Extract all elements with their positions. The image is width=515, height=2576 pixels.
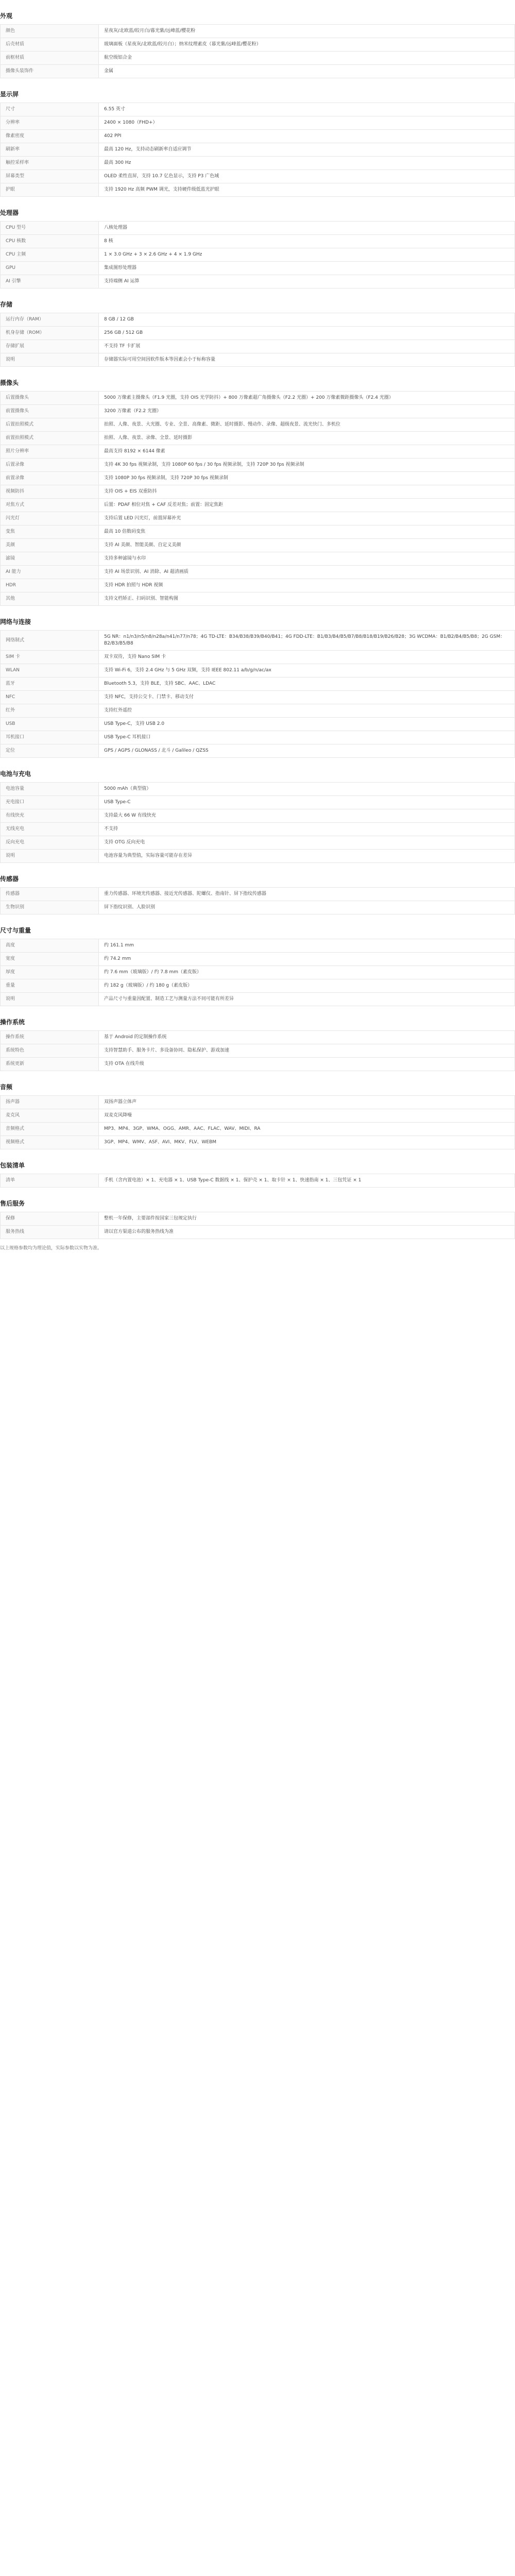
spec-value: 约 161.1 mm xyxy=(99,939,515,953)
spec-value: 支持 OTG 反向充电 xyxy=(99,836,515,850)
section-title: 摄像头 xyxy=(0,379,19,386)
spec-label: 红外 xyxy=(1,704,99,718)
spec-row xyxy=(1,552,515,566)
section-title: 包装清单 xyxy=(0,1162,25,1169)
spec-value: 支持 OTA 在线升级 xyxy=(99,1058,515,1071)
spec-table xyxy=(0,313,515,367)
spec-row xyxy=(1,718,515,731)
spec-row xyxy=(1,353,515,367)
spec-label: NFC xyxy=(1,691,99,704)
spec-value: 不支持 xyxy=(99,823,515,836)
spec-value: 航空级铝合金 xyxy=(99,52,515,65)
spec-row xyxy=(1,1109,515,1123)
section-title: 尺寸与重量 xyxy=(0,927,31,934)
spec-label: 变焦 xyxy=(1,526,99,539)
section-title: 网络与连接 xyxy=(0,618,31,625)
spec-row xyxy=(1,1031,515,1044)
spec-value: 支持 4K 30 fps 视频录制，支持 1080P 60 fps / 30 fps 视频录制，支持 720P 30 fps 视频录制 xyxy=(99,459,515,472)
spec-value: 支持 1920 Hz 高频 PWM 调光，支持硬件级低蓝光护眼 xyxy=(99,183,515,197)
spec-value: 支持红外遥控 xyxy=(99,704,515,718)
spec-value: 支持 AI 美颜、智能美颜、自定义美颜 xyxy=(99,539,515,552)
spec-row xyxy=(1,52,515,65)
spec-value: 拍照、人像、夜景、大光圈、专业、全景、高像素、微距、延时摄影、慢动作、录像、超级夜景、流光快门、多机位 xyxy=(99,418,515,432)
spec-label: SIM 卡 xyxy=(1,651,99,664)
spec-label: AI 引擎 xyxy=(1,275,99,289)
spec-value: 支持多种滤镜与水印 xyxy=(99,552,515,566)
spec-row xyxy=(1,392,515,405)
spec-row xyxy=(1,485,515,499)
spec-row xyxy=(1,901,515,914)
spec-value: 支持 NFC，支持公交卡、门禁卡、移动支付 xyxy=(99,691,515,704)
spec-value: 402 PPI xyxy=(99,130,515,143)
spec-label: CPU 主频 xyxy=(1,248,99,262)
spec-label: 屏幕类型 xyxy=(1,170,99,183)
spec-row xyxy=(1,691,515,704)
spec-row xyxy=(1,631,515,651)
spec-row xyxy=(1,103,515,116)
spec-value: 电池容量为典型值，实际容量可能存在差异 xyxy=(99,850,515,863)
spec-row xyxy=(1,1174,515,1188)
spec-label: 分辨率 xyxy=(1,116,99,130)
spec-label: 滤镜 xyxy=(1,552,99,566)
spec-value: 不支持 TF 卡扩展 xyxy=(99,340,515,353)
spec-row xyxy=(1,783,515,796)
spec-table xyxy=(0,1030,515,1071)
spec-value: 约 7.6 mm（玻璃版）/ 约 7.8 mm（素皮版） xyxy=(99,966,515,979)
spec-row xyxy=(1,170,515,183)
spec-row xyxy=(1,526,515,539)
spec-label: 后置录像 xyxy=(1,459,99,472)
spec-value: 支持最大 66 W 有线快充 xyxy=(99,809,515,823)
spec-value: 5000 万像素主摄像头（F1.9 光圈，支持 OIS 光学防抖）+ 800 万像素超广角摄像头（F2.2 光圈）+ 200 万像素微距摄像头（F2.4 光圈） xyxy=(99,392,515,405)
spec-label: 说明 xyxy=(1,993,99,1006)
spec-label: 宽度 xyxy=(1,953,99,966)
spec-row xyxy=(1,340,515,353)
spec-value: 双卡双待，支持 Nano SIM 卡 xyxy=(99,651,515,664)
spec-row xyxy=(1,327,515,340)
spec-row xyxy=(1,744,515,758)
spec-label: 其他 xyxy=(1,592,99,606)
spec-value: 屏下指纹识别、人脸识别 xyxy=(99,901,515,914)
spec-value: 集成图形处理器 xyxy=(99,262,515,275)
spec-value: 玻璃面板（星夜灰/北欧蓝/皎月白）；纳米纹理素皮（暮光紫/远峰蓝/樱花粉） xyxy=(99,38,515,52)
spec-row xyxy=(1,592,515,606)
spec-value: 3200 万像素（F2.2 光圈） xyxy=(99,405,515,418)
spec-value: 支持 AI 场景识别、AI 消除、AI 超清画质 xyxy=(99,566,515,579)
spec-label: HDR xyxy=(1,579,99,592)
spec-row xyxy=(1,116,515,130)
spec-value: 约 182 g（玻璃版）/ 约 180 g（素皮版） xyxy=(99,979,515,993)
spec-row xyxy=(1,183,515,197)
spec-value: 最高 10 倍数码变焦 xyxy=(99,526,515,539)
section-title: 存储 xyxy=(0,301,13,308)
spec-row xyxy=(1,966,515,979)
spec-label: 网络制式 xyxy=(1,631,99,651)
spec-value: 重力传感器、环境光传感器、接近光传感器、陀螺仪、指南针、屏下指纹传感器 xyxy=(99,888,515,901)
spec-row xyxy=(1,445,515,459)
spec-label: 系统特色 xyxy=(1,1044,99,1058)
section-title: 音频 xyxy=(0,1083,13,1091)
spec-table xyxy=(0,103,515,197)
spec-value: 支持 Wi-Fi 6，支持 2.4 GHz 与 5 GHz 双频，支持 IEEE 802.11 a/b/g/n/ac/ax xyxy=(99,664,515,677)
spec-value: MP3、MP4、3GP、WMA、OGG、AMR、AAC、FLAC、WAV、MIDI、RA xyxy=(99,1123,515,1136)
spec-row xyxy=(1,1226,515,1239)
spec-value: USB Type-C，支持 USB 2.0 xyxy=(99,718,515,731)
spec-value: 8 核 xyxy=(99,235,515,248)
spec-row xyxy=(1,809,515,823)
spec-label: 照片分辨率 xyxy=(1,445,99,459)
spec-row xyxy=(1,405,515,418)
spec-row xyxy=(1,651,515,664)
section-title: 电池与充电 xyxy=(0,770,31,777)
spec-label: 刷新率 xyxy=(1,143,99,157)
spec-row xyxy=(1,579,515,592)
spec-value: USB Type-C 耳机接口 xyxy=(99,731,515,744)
spec-value: 金属 xyxy=(99,65,515,78)
spec-label: GPU xyxy=(1,262,99,275)
spec-label: 视频格式 xyxy=(1,1136,99,1149)
spec-row xyxy=(1,499,515,512)
spec-value: 支持智慧助手、服务卡片、多设备协同、隐私保护、游戏加速 xyxy=(99,1044,515,1058)
spec-value: 8 GB / 12 GB xyxy=(99,313,515,327)
spec-row xyxy=(1,459,515,472)
spec-value: 最高 120 Hz，支持动态刷新率自适应调节 xyxy=(99,143,515,157)
spec-row xyxy=(1,664,515,677)
spec-label: 系统更新 xyxy=(1,1058,99,1071)
spec-table xyxy=(0,630,515,758)
spec-label: 后置摄像头 xyxy=(1,392,99,405)
spec-label: 反向充电 xyxy=(1,836,99,850)
spec-value: 5000 mAh（典型值） xyxy=(99,783,515,796)
spec-label: 充电接口 xyxy=(1,796,99,809)
spec-label: 对焦方式 xyxy=(1,499,99,512)
spec-label: 运行内存（RAM） xyxy=(1,313,99,327)
spec-label: 美颜 xyxy=(1,539,99,552)
spec-value: 支持后置 LED 闪光灯，前置屏幕补光 xyxy=(99,512,515,526)
spec-row xyxy=(1,313,515,327)
spec-value: 支持文档矫正、扫码识别、智能构图 xyxy=(99,592,515,606)
spec-label: 前置摄像头 xyxy=(1,405,99,418)
spec-row xyxy=(1,275,515,289)
spec-value: 请以官方渠道公布的服务热线为准 xyxy=(99,1226,515,1239)
spec-label: 前框材质 xyxy=(1,52,99,65)
spec-row xyxy=(1,1136,515,1149)
spec-value: 约 74.2 mm xyxy=(99,953,515,966)
spec-value: 256 GB / 512 GB xyxy=(99,327,515,340)
spec-row xyxy=(1,1212,515,1226)
spec-label: 尺寸 xyxy=(1,103,99,116)
spec-value: 星夜灰/北欧蓝/皎月白/暮光紫/远峰蓝/樱花粉 xyxy=(99,25,515,38)
spec-label: 后壳材质 xyxy=(1,38,99,52)
spec-row xyxy=(1,566,515,579)
section-title: 外观 xyxy=(0,12,13,20)
spec-row xyxy=(1,836,515,850)
spec-row xyxy=(1,979,515,993)
spec-value: 支持 HDR 拍照与 HDR 视频 xyxy=(99,579,515,592)
spec-row xyxy=(1,65,515,78)
spec-value: 双扬声器立体声 xyxy=(99,1096,515,1109)
spec-table xyxy=(0,939,515,1006)
spec-value: 2400 × 1080（FHD+） xyxy=(99,116,515,130)
spec-value: USB Type-C xyxy=(99,796,515,809)
spec-value: GPS / AGPS / GLONASS / 北斗 / Galileo / QZSS xyxy=(99,744,515,758)
spec-table xyxy=(0,1212,515,1239)
spec-table xyxy=(0,221,515,289)
section-title: 售后服务 xyxy=(0,1200,25,1207)
spec-label: 定位 xyxy=(1,744,99,758)
spec-value: 八核处理器 xyxy=(99,222,515,235)
spec-row xyxy=(1,235,515,248)
spec-row xyxy=(1,704,515,718)
spec-table xyxy=(0,391,515,606)
spec-row xyxy=(1,222,515,235)
spec-label: AI 能力 xyxy=(1,566,99,579)
spec-row xyxy=(1,143,515,157)
spec-row xyxy=(1,939,515,953)
section-title: 操作系统 xyxy=(0,1019,25,1026)
spec-row xyxy=(1,677,515,691)
spec-value: 存储器实际可用空间因软件版本等因素会小于标称容量 xyxy=(99,353,515,367)
spec-sections xyxy=(0,0,515,1239)
spec-table xyxy=(0,782,515,863)
spec-table xyxy=(0,24,515,78)
spec-value: 整机一年保修，主要部件按国家三包规定执行 xyxy=(99,1212,515,1226)
spec-label: 音频格式 xyxy=(1,1123,99,1136)
spec-table xyxy=(0,1095,515,1149)
spec-value: 支持端侧 AI 运算 xyxy=(99,275,515,289)
spec-label: 有线快充 xyxy=(1,809,99,823)
spec-row xyxy=(1,38,515,52)
spec-value: 最高支持 8192 × 6144 像素 xyxy=(99,445,515,459)
spec-row xyxy=(1,823,515,836)
spec-label: 高度 xyxy=(1,939,99,953)
spec-label: 耳机接口 xyxy=(1,731,99,744)
spec-value: 手机（含内置电池）× 1、充电器 × 1、USB Type-C 数据线 × 1、保护壳 × 1、取卡针 × 1、快速指南 × 1、三包凭证 × 1 xyxy=(99,1174,515,1188)
spec-row xyxy=(1,1123,515,1136)
section-title: 处理器 xyxy=(0,209,19,216)
spec-value: 双麦克风降噪 xyxy=(99,1109,515,1123)
spec-table xyxy=(0,887,515,914)
spec-label: 无线充电 xyxy=(1,823,99,836)
spec-label: 麦克风 xyxy=(1,1109,99,1123)
spec-value: 支持 1080P 30 fps 视频录制，支持 720P 30 fps 视频录制 xyxy=(99,472,515,485)
spec-value: 后置：PDAF 相位对焦 + CAF 反差对焦；前置：固定焦距 xyxy=(99,499,515,512)
spec-row xyxy=(1,512,515,526)
spec-label: 闪光灯 xyxy=(1,512,99,526)
spec-label: 说明 xyxy=(1,353,99,367)
spec-label: 生物识别 xyxy=(1,901,99,914)
footer-note: 以上规格参数均为理论值，实际参数以实物为准。 xyxy=(0,1246,102,1251)
spec-row xyxy=(1,248,515,262)
spec-row xyxy=(1,130,515,143)
spec-label: CPU 核数 xyxy=(1,235,99,248)
spec-row xyxy=(1,1044,515,1058)
spec-label: 前置录像 xyxy=(1,472,99,485)
spec-label: 操作系统 xyxy=(1,1031,99,1044)
spec-label: CPU 型号 xyxy=(1,222,99,235)
spec-row xyxy=(1,888,515,901)
spec-label: 重量 xyxy=(1,979,99,993)
spec-value: 3GP、MP4、WMV、ASF、AVI、MKV、FLV、WEBM xyxy=(99,1136,515,1149)
spec-row xyxy=(1,25,515,38)
spec-label: 触控采样率 xyxy=(1,157,99,170)
spec-label: 传感器 xyxy=(1,888,99,901)
spec-label: 摄像头装饰件 xyxy=(1,65,99,78)
spec-label: 护眼 xyxy=(1,183,99,197)
spec-label: WLAN xyxy=(1,664,99,677)
spec-row xyxy=(1,1058,515,1071)
spec-label: USB xyxy=(1,718,99,731)
spec-value: 拍照、人像、夜景、录像、全景、延时摄影 xyxy=(99,432,515,445)
spec-label: 蓝牙 xyxy=(1,677,99,691)
spec-row xyxy=(1,472,515,485)
section-title: 显示屏 xyxy=(0,91,19,98)
spec-label: 电池容量 xyxy=(1,783,99,796)
spec-row xyxy=(1,796,515,809)
spec-label: 颜色 xyxy=(1,25,99,38)
spec-value: 5G NR：n1/n3/n5/n8/n28a/n41/n77/n78；4G TD-LTE：B34/B38/B39/B40/B41；4G FDD-LTE：B1/B3/B4/B5/B7/B8/B18/B19/B26/B28；3G WCDMA：B1/B2/B4/B5/B8；2G GSM：B2/B3/B5/B8 xyxy=(99,631,515,651)
spec-label: 服务热线 xyxy=(1,1226,99,1239)
spec-label: 说明 xyxy=(1,850,99,863)
spec-table xyxy=(0,1174,515,1188)
spec-row xyxy=(1,731,515,744)
spec-label: 像素密度 xyxy=(1,130,99,143)
spec-label: 前置拍照模式 xyxy=(1,432,99,445)
spec-value: OLED 柔性直屏，支持 10.7 亿色显示，支持 P3 广色域 xyxy=(99,170,515,183)
spec-label: 后置拍照模式 xyxy=(1,418,99,432)
spec-row xyxy=(1,539,515,552)
spec-label: 清单 xyxy=(1,1174,99,1188)
section-title: 传感器 xyxy=(0,875,19,883)
spec-value: 产品尺寸与重量因配置、制造工艺与测量方法不同可能有所差异 xyxy=(99,993,515,1006)
spec-label: 机身存储（ROM） xyxy=(1,327,99,340)
spec-row xyxy=(1,1096,515,1109)
spec-row xyxy=(1,418,515,432)
spec-row xyxy=(1,850,515,863)
spec-row xyxy=(1,262,515,275)
spec-row xyxy=(1,432,515,445)
spec-label: 厚度 xyxy=(1,966,99,979)
spec-label: 保修 xyxy=(1,1212,99,1226)
spec-row xyxy=(1,953,515,966)
spec-label: 扬声器 xyxy=(1,1096,99,1109)
spec-value: 最高 300 Hz xyxy=(99,157,515,170)
spec-label: 视频防抖 xyxy=(1,485,99,499)
spec-row xyxy=(1,993,515,1006)
spec-row xyxy=(1,157,515,170)
spec-label: 存储扩展 xyxy=(1,340,99,353)
spec-value: 支持 OIS + EIS 双重防抖 xyxy=(99,485,515,499)
spec-value: Bluetooth 5.3，支持 BLE，支持 SBC、AAC、LDAC xyxy=(99,677,515,691)
spec-value: 基于 Android 的定制操作系统 xyxy=(99,1031,515,1044)
spec-value: 6.55 英寸 xyxy=(99,103,515,116)
spec-value: 1 × 3.0 GHz + 3 × 2.6 GHz + 4 × 1.9 GHz xyxy=(99,248,515,262)
